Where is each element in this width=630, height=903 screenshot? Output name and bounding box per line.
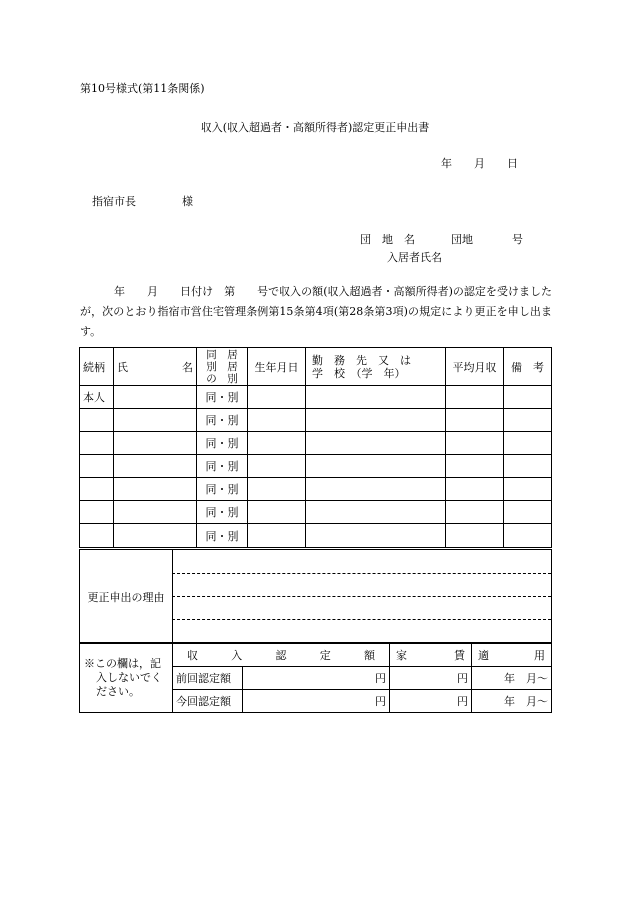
- table-row: [80, 524, 552, 548]
- row-birthdate[interactable]: [248, 409, 306, 432]
- this-income-yen[interactable]: 円: [243, 690, 390, 713]
- row-name[interactable]: [114, 501, 197, 524]
- form-number: 第10号様式(第11条関係): [80, 82, 205, 95]
- row-name[interactable]: [114, 455, 197, 478]
- row-relation[interactable]: [80, 478, 114, 501]
- prev-applied-month[interactable]: 年 月～: [472, 667, 552, 690]
- row-workplace[interactable]: [306, 386, 446, 409]
- row-remarks[interactable]: [504, 501, 552, 524]
- row-name[interactable]: [114, 478, 197, 501]
- rent-header: 家 賃: [390, 643, 472, 667]
- row-remarks[interactable]: [504, 409, 552, 432]
- header-name-left: 氏: [117, 360, 128, 374]
- addressee-name: 指宿市長: [92, 195, 136, 208]
- prev-income-yen[interactable]: 円: [243, 667, 390, 690]
- row-workplace[interactable]: [306, 524, 446, 548]
- row-cohab[interactable]: 同・別: [197, 432, 248, 455]
- prev-amount-label: 前回認定額: [173, 667, 243, 690]
- reason-dashed-line: [172, 596, 551, 597]
- row-cohab[interactable]: 同・別: [197, 524, 248, 548]
- row-avg-income[interactable]: [446, 455, 504, 478]
- header-remarks: 備 考: [504, 348, 552, 386]
- row-relation[interactable]: [80, 409, 114, 432]
- row-name[interactable]: [114, 524, 197, 548]
- reason-label: 更正申出の理由: [80, 550, 173, 644]
- row-cohab[interactable]: 同・別: [197, 386, 248, 409]
- row-birthdate[interactable]: [248, 478, 306, 501]
- danchi-name-label: 団 地 名: [360, 233, 415, 246]
- row-birthdate[interactable]: [248, 455, 306, 478]
- table-header-row: [80, 348, 552, 386]
- row-name[interactable]: [114, 386, 197, 409]
- row-remarks[interactable]: [504, 455, 552, 478]
- income-header: 収 入 認 定 額: [173, 643, 390, 667]
- header-cohabitation: [197, 348, 248, 386]
- table-row: [80, 409, 552, 432]
- row-remarks[interactable]: [504, 386, 552, 409]
- header-avg-income: 平均月収: [446, 348, 504, 386]
- row-avg-income[interactable]: [446, 501, 504, 524]
- official-note-line-3: ださい。: [96, 684, 140, 698]
- table-row: [80, 386, 552, 409]
- danchi-label: 団地: [451, 233, 473, 246]
- header-name: [114, 348, 197, 386]
- form-title: 収入(収入超過者・高額所得者)認定更正申出書: [200, 121, 430, 134]
- row-avg-income[interactable]: [446, 386, 504, 409]
- application-table: [79, 347, 552, 548]
- row-remarks[interactable]: [504, 432, 552, 455]
- resident-name-label: 入居者氏名: [387, 251, 442, 264]
- header-workplace-line-1: 勤 務 先 又 は: [312, 353, 411, 367]
- row-workplace[interactable]: [306, 432, 446, 455]
- this-rent-yen[interactable]: 円: [390, 690, 472, 713]
- prev-rent-yen[interactable]: 円: [390, 667, 472, 690]
- applied-header: 適 用: [472, 643, 552, 667]
- row-avg-income[interactable]: [446, 409, 504, 432]
- row-workplace[interactable]: [306, 501, 446, 524]
- row-name[interactable]: [114, 432, 197, 455]
- reason-dashed-line: [172, 619, 551, 620]
- row-cohab[interactable]: 同・別: [197, 501, 248, 524]
- header-birthdate: 生年月日: [248, 348, 306, 386]
- header-name-right: 名: [182, 360, 193, 374]
- official-use-note: [80, 643, 173, 713]
- row-workplace[interactable]: [306, 455, 446, 478]
- table-row: [80, 455, 552, 478]
- header-workplace-line-2: 学 校 （学 年）: [312, 366, 406, 380]
- row-avg-income[interactable]: [446, 432, 504, 455]
- row-workplace[interactable]: [306, 478, 446, 501]
- row-cohab[interactable]: 同・別: [197, 478, 248, 501]
- this-amount-label: 今回認定額: [173, 690, 243, 713]
- official-note-line-1: ※この欄は，記: [84, 656, 161, 670]
- row-relation[interactable]: [80, 455, 114, 478]
- row-relation[interactable]: [80, 524, 114, 548]
- table-row: [80, 501, 552, 524]
- row-relation[interactable]: [80, 432, 114, 455]
- row-relation[interactable]: 本人: [80, 386, 114, 409]
- reason-dashed-line: [172, 573, 551, 574]
- table-row: [80, 432, 552, 455]
- header-cohab-line-2: 別 居: [206, 360, 238, 373]
- header-cohab-line-1: 同 居: [206, 348, 238, 361]
- row-workplace[interactable]: [306, 409, 446, 432]
- row-birthdate[interactable]: [248, 501, 306, 524]
- row-avg-income[interactable]: [446, 524, 504, 548]
- row-cohab[interactable]: 同・別: [197, 455, 248, 478]
- row-name[interactable]: [114, 409, 197, 432]
- row-avg-income[interactable]: [446, 478, 504, 501]
- body-text: 年 月 日付け 第 号で収入の額(収入超過者・高額所得者)の認定を受けましたが，次のとおり指宿市営住宅管理条例第15条第4項(第28条第3項)の規定により更正を申し出ます。: [80, 285, 552, 338]
- date-line: 年 月 日: [441, 157, 518, 170]
- this-applied-month[interactable]: 年 月～: [472, 690, 552, 713]
- row-cohab[interactable]: 同・別: [197, 409, 248, 432]
- addressee-honorific: 様: [182, 195, 193, 208]
- row-birthdate[interactable]: [248, 386, 306, 409]
- row-birthdate[interactable]: [248, 524, 306, 548]
- row-remarks[interactable]: [504, 524, 552, 548]
- room-number-label: 号: [512, 233, 523, 246]
- row-birthdate[interactable]: [248, 432, 306, 455]
- row-relation[interactable]: [80, 501, 114, 524]
- header-relation: 続柄: [80, 348, 114, 386]
- official-note-line-2: 入しないでく: [96, 670, 162, 684]
- header-cohab-line-3: の 別: [206, 372, 238, 385]
- row-remarks[interactable]: [504, 478, 552, 501]
- table-row: [80, 478, 552, 501]
- header-workplace: [306, 348, 446, 386]
- official-use-table: [79, 642, 552, 713]
